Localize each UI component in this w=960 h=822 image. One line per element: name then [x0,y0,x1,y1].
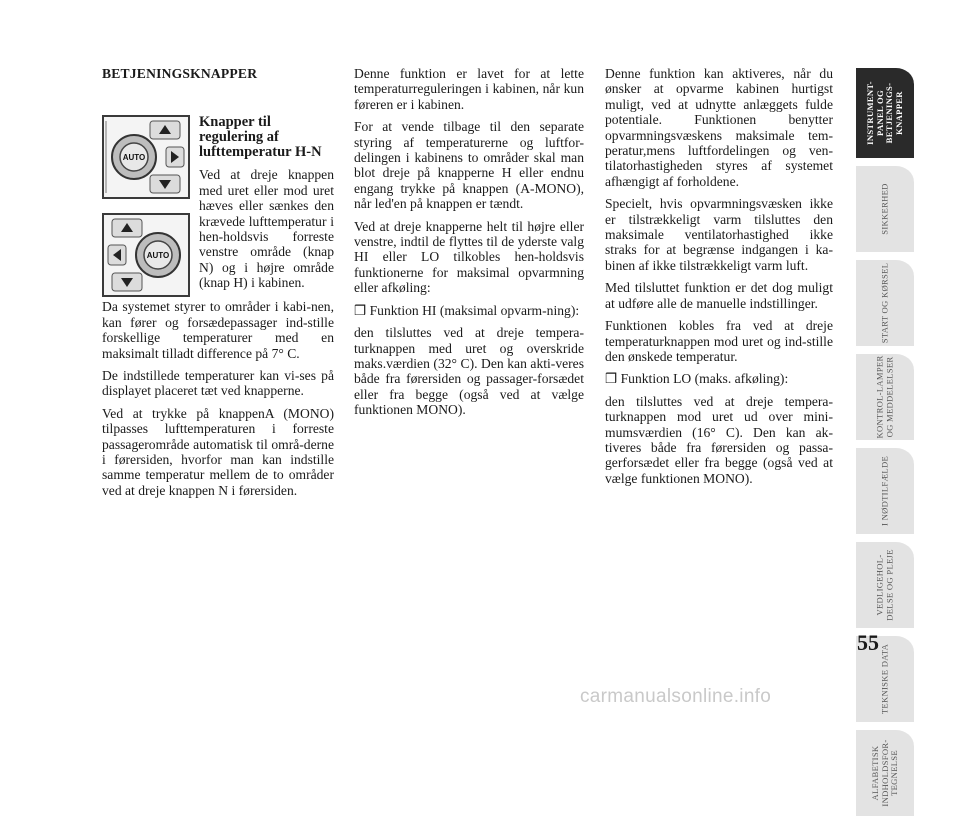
subsection-title: Knapper til regulering af lufttemperatur H-N [199,114,322,161]
paragraph: De indstillede temperaturer kan vi-ses på displayet placeret tæt ved knapperne. [102,368,334,399]
bullet-item: ❒ Funktion LO (maks. afkøling): [605,371,789,387]
paragraph: Funktionen kobles fra ved at dreje temperaturknappen mod uret og ind-stille den ønskede temperatur. [605,318,833,364]
paragraph: For at vende tilbage til den separate styring af temperaturerne og luftfor-delingen i kabinens to områder skal man blot dreje på knapperne H eller endnu engang trykke på knappen (A-MONO), når led'en på knappen er tændt. [354,119,584,212]
tab-sikkerhed[interactable] [856,164,914,252]
tab-label: VEDLIGEHOL-DELSE OG PLEJE [874,549,894,621]
svg-text:AUTO: AUTO [122,153,146,163]
tab-indholdsfortegnelse[interactable] [856,728,914,816]
tab-label: TEKNISKE DATA [879,643,890,715]
paragraph: Ved at trykke på knappenA (MONO) tilpasses lufttemperaturen i forreste passagerområde automatisk til områ-derne i førersiden, hvorfor man kan indstille samme temperatur mellem de to områder ved at dreje knappen N i førersiden. [102,405,334,498]
tab-label: KONTROL-LAMPER OG MEDDELELSER [874,355,894,439]
tab-instrumentpanel[interactable] [856,66,914,158]
column-3 [605,66,833,493]
figure-caption-block [199,115,334,297]
tab-label: SIKKERHED [879,183,890,235]
column-2 [354,66,584,425]
knob-illustration-right [104,117,188,197]
tab-label: ALFABETISK INDHOLDSFOR-TEGNELSE [869,739,899,807]
paragraph: Da systemet styrer to områder i kabi-nen, kan fører og forsædepassager ind-stille forskellige temperaturer med en maksimalt tilladt difference på 7° C. [102,299,334,361]
control-knob-figure-1 [102,115,190,199]
bullet-item: ❒ Funktion HI (maksimal opvarm-ning): [354,302,580,318]
paragraph: Denne funktion kan aktiveres, når du ønsker at opvarme kabinen hurtigst muligt, ved at udnytte anlæggets fulde potentiale. Funktionen benytter opvarmningsvæskens maksimale tem-peratur,mens luftfordelingen og ven-tilatorhastigheden styres af systemet afhængigt af forholdene. [605,66,833,189]
paragraph: Med tilsluttet funktion er det dog muligt at udføre alle de manuelle indstillinger. [605,280,833,311]
knob-illustration-left [104,215,188,295]
tab-vedligeholdelse[interactable] [856,540,914,628]
page-number: 55 [857,630,879,655]
section-heading: BETJENINGSKNAPPER [102,66,258,81]
column-1 [102,66,334,505]
tab-nodtilfaelde[interactable] [856,446,914,534]
paragraph: Specielt, hvis opvarmningsvæsken ikke er tilstrækkeligt varm tilsluttes den maksimale ventilatorhastighed ikke straks for at begrænse indgangen i ka-binen af ikke tilstrækkeligt varm luft. [605,196,833,273]
tab-label: INSTRUMENT-PANEL OG BETJENINGS-KNAPPER [865,81,904,145]
tab-start-og-korsel[interactable] [856,258,914,346]
control-knob-figure-2 [102,213,190,297]
paragraph: Denne funktion er lavet for at lette temperaturreguleringen i kabinen, når kun føreren er i kabinen. [354,66,584,112]
watermark: carmanualsonline.info [580,686,772,707]
paragraph: den tilsluttes ved at dreje tempera-turknappen med uret og overskride maks.værdien (32° C). Den kan akti-veres både fra førersiden og passager-forsædet eller fra begge (også ved at vælge funktionen MONO). [354,325,584,418]
tab-label: I NØDTILFÆLDE [879,456,890,527]
paragraph: Ved at dreje knapperne helt til højre eller venstre, indtil de flyttes til de yderste valg HI eller LO tilkobles hen-holdsvis funktionerne for maksimal opvarmning eller afkøling: [354,218,584,296]
paragraph: den tilsluttes ved at dreje tempera-turknappen mod uret ud over mini-mumsværdien (16° C). Den kan ak-tiveres både fra førersiden og passa-gerforsædet eller fra begge (også ved at vælge funktionen MONO). [605,393,833,486]
tab-label: START OG KØRSEL [879,262,890,344]
svg-text:AUTO: AUTO [146,251,170,261]
tab-kontrollamper[interactable] [856,352,914,440]
figure-block [102,87,334,299]
paragraph: Ved at dreje knappen med uret eller mod uret hæves eller sænkes den krævede lufttemperatur i hen-holdsvis forreste venstre område (knap N) og i højre område (knap H) i kabinen. [199,167,334,291]
